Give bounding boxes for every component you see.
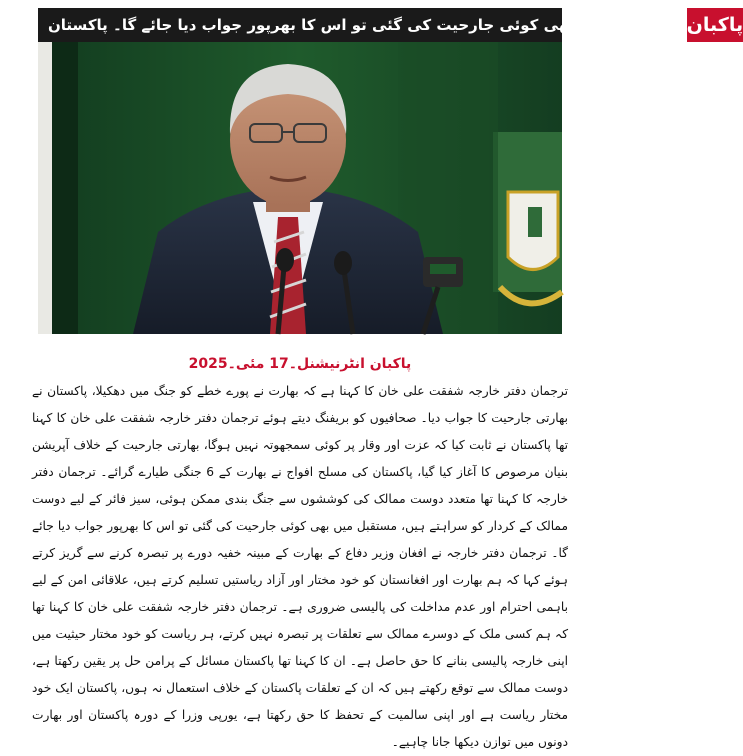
press-briefing-photo — [38, 42, 562, 334]
headline: مستقبل میں بھی کوئی جارحیت کی گئی تو اس کا بھرپور جواب دیا جائے گا۔ پاکستان — [48, 16, 675, 34]
headline-bar — [38, 8, 743, 42]
article-body: ترجمان دفتر خارجہ شفقت علی خان کا کہنا ہے کہ بھارت نے پورے خطے کو جنگ میں دھکیلا، پاکستان نے بھارتی جارحیت کا جواب دیا۔ صحافیوں کو بریفنگ دیتے ہوئے ترجمان دفتر خارجہ شفقت علی خان کا کہنا تھا پاکستان نے ثابت کیا کہ عزت اور وقار پر کوئی سمجھوتہ نہیں ہوگا، بھارتی جارحیت کے خلاف آپریشن بنیان مرصوص کا آغاز کیا گیا، پاکستان کی مسلح افواج نے بھارت کے 6 جنگی طیارے گرائے۔ ترجمان دفتر خارجہ کا کہنا تھا متعدد دوست ممالک کی کوششوں سے جنگ بندی ممکن ہوئی، سیز فائر کے لیے دوست ممالک کے کردار کو سراہتے ہیں، مستقبل میں بھی کوئی جارحیت کی گئی تو اس کا بھرپور جواب دیا جائے گا۔ ترجمان دفتر خارجہ نے افغان وزیر دفاع کے بھارت کے مبینہ خفیہ دورے پر تبصرہ کرنے سے گریز کرتے ہوئے کہا کہ ہم بھارت اور افغانستان کو خود مختار اور آزاد ریاستیں تسلیم کرتے ہیں، علاقائی امن کے لیے باہمی احترام اور عدم مداخلت کی پالیسی ضروری ہے۔ ترجمان دفتر خارجہ شفقت علی خان کا کہنا تھا کہ ہم کسی ملک کے دوسرے ممالک سے تعلقات پر تبصرہ نہیں کرتے، ہر ریاست کو خود مختار حیثیت میں اپنی خارجہ پالیسی بنانے کا حق حاصل ہے۔ ان کا کہنا تھا پاکستان مسائل کے پرامن حل پر یقین رکھتا ہے، دوست ممالک سے توقع رکھتے ہیں کہ ان کے تعلقات پاکستان کے خلاف استعمال نہ ہوں، پاکستان ایک خود مختار ریاست ہے اور اپنی سالمیت کے تحفظ کا حق رکھتا ہے، یورپی وزرا کے دورہ پاکستان اور بھارت دونوں میں توازن دیکھا جانا چاہیے۔ — [32, 384, 568, 749]
dateline: پاکبان انٹرنیشنل۔17 مئی۔2025 — [188, 356, 412, 372]
photo-illustration — [38, 42, 562, 334]
brand-logo: پاکبان — [685, 8, 743, 42]
